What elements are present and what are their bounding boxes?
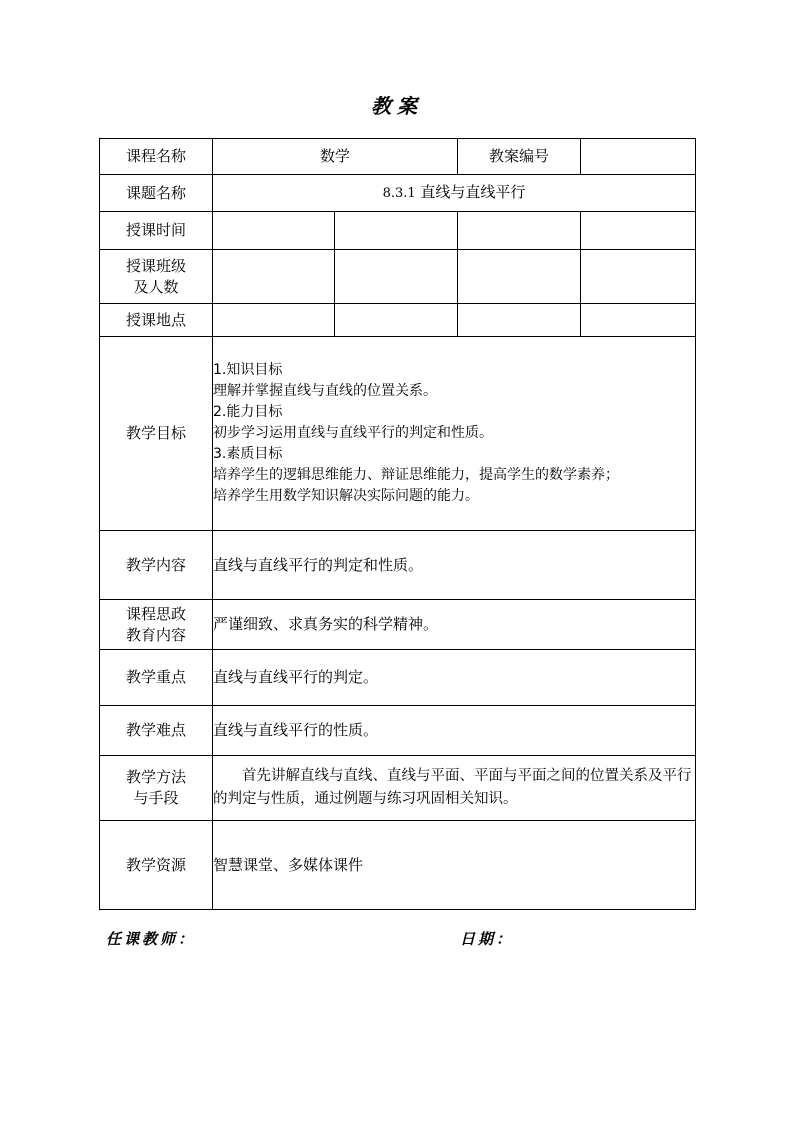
row-key-points — [100, 650, 696, 706]
key-points-label: 教学重点 — [100, 650, 213, 706]
class-cell-3 — [458, 250, 581, 304]
goal-line: 3.素质目标 — [213, 446, 283, 462]
goal-line: 初步学习运用直线与直线平行的判定和性质。 — [213, 425, 493, 441]
plan-number-value — [581, 139, 696, 175]
method-text: 首先讲解直线与直线、直线与平面、平面与平面之间的位置关系及平行的判定与性质，通过例题与练习巩固相关知识。 — [213, 768, 692, 807]
difficulties-label: 教学难点 — [100, 706, 213, 756]
difficulties-value: 直线与直线平行的性质。 — [213, 706, 696, 756]
row-class — [100, 250, 696, 304]
goals-value — [213, 337, 696, 531]
method-value — [213, 756, 696, 821]
row-ideology — [100, 600, 696, 650]
location-cell-3 — [458, 304, 581, 337]
time-cell-1 — [213, 212, 335, 250]
class-label-line-1: 授课班级 — [125, 256, 186, 275]
topic-code: 8.3.1 — [382, 186, 416, 201]
row-goals — [100, 337, 696, 531]
goals-label: 教学目标 — [100, 337, 213, 531]
method-label-line-2: 与手段 — [133, 789, 179, 807]
resources-value: 智慧课堂、多媒体课件 — [213, 821, 696, 910]
row-content — [100, 531, 696, 600]
row-method — [100, 756, 696, 821]
ideology-label — [100, 600, 213, 650]
plan-number-label: 教案编号 — [458, 139, 581, 175]
topic-title: 直线与直线平行 — [420, 183, 526, 201]
time-label: 授课时间 — [100, 212, 213, 250]
goal-line: 2.能力目标 — [213, 404, 283, 420]
key-points-value: 直线与直线平行的判定。 — [213, 650, 696, 706]
method-label-line-1: 教学方法 — [125, 768, 186, 786]
row-location — [100, 304, 696, 337]
class-cell-1 — [213, 250, 335, 304]
ideology-label-line-1: 课程思政 — [125, 604, 186, 623]
lesson-plan-table — [99, 138, 696, 910]
location-cell-1 — [213, 304, 335, 337]
class-cell-4 — [581, 250, 696, 304]
ideology-label-line-2: 教育内容 — [125, 625, 186, 644]
page-title: 教案 — [371, 94, 423, 118]
method-label — [100, 756, 213, 821]
row-course — [100, 139, 696, 175]
time-cell-3 — [458, 212, 581, 250]
row-time — [100, 212, 696, 250]
topic-name-label: 课题名称 — [100, 175, 213, 212]
content-value: 直线与直线平行的判定和性质。 — [213, 531, 696, 600]
location-cell-4 — [581, 304, 696, 337]
course-name-value: 数学 — [213, 139, 458, 175]
time-cell-2 — [335, 212, 458, 250]
goal-line: 培养学生用数学知识解决实际问题的能力。 — [213, 488, 479, 504]
topic-name-value — [213, 175, 696, 212]
time-cell-4 — [581, 212, 696, 250]
row-resources — [100, 821, 696, 910]
goal-line: 理解并掌握直线与直线的位置关系。 — [213, 383, 437, 399]
location-cell-2 — [335, 304, 458, 337]
goal-line: 1.知识目标 — [213, 362, 283, 378]
row-topic — [100, 175, 696, 212]
class-cell-2 — [335, 250, 458, 304]
date-label: 日期： — [460, 930, 515, 948]
teacher-label: 任课教师： — [106, 930, 197, 948]
goal-line: 培养学生的逻辑思维能力、辩证思维能力，提高学生的数学素养； — [213, 467, 619, 483]
row-difficulties — [100, 706, 696, 756]
class-label-line-2: 及人数 — [133, 277, 179, 296]
course-name-label: 课程名称 — [100, 139, 213, 175]
resources-label: 教学资源 — [100, 821, 213, 910]
content-label: 教学内容 — [100, 531, 213, 600]
class-label — [100, 250, 213, 304]
location-label: 授课地点 — [100, 304, 213, 337]
ideology-value: 严谨细致、求真务实的科学精神。 — [213, 600, 696, 650]
